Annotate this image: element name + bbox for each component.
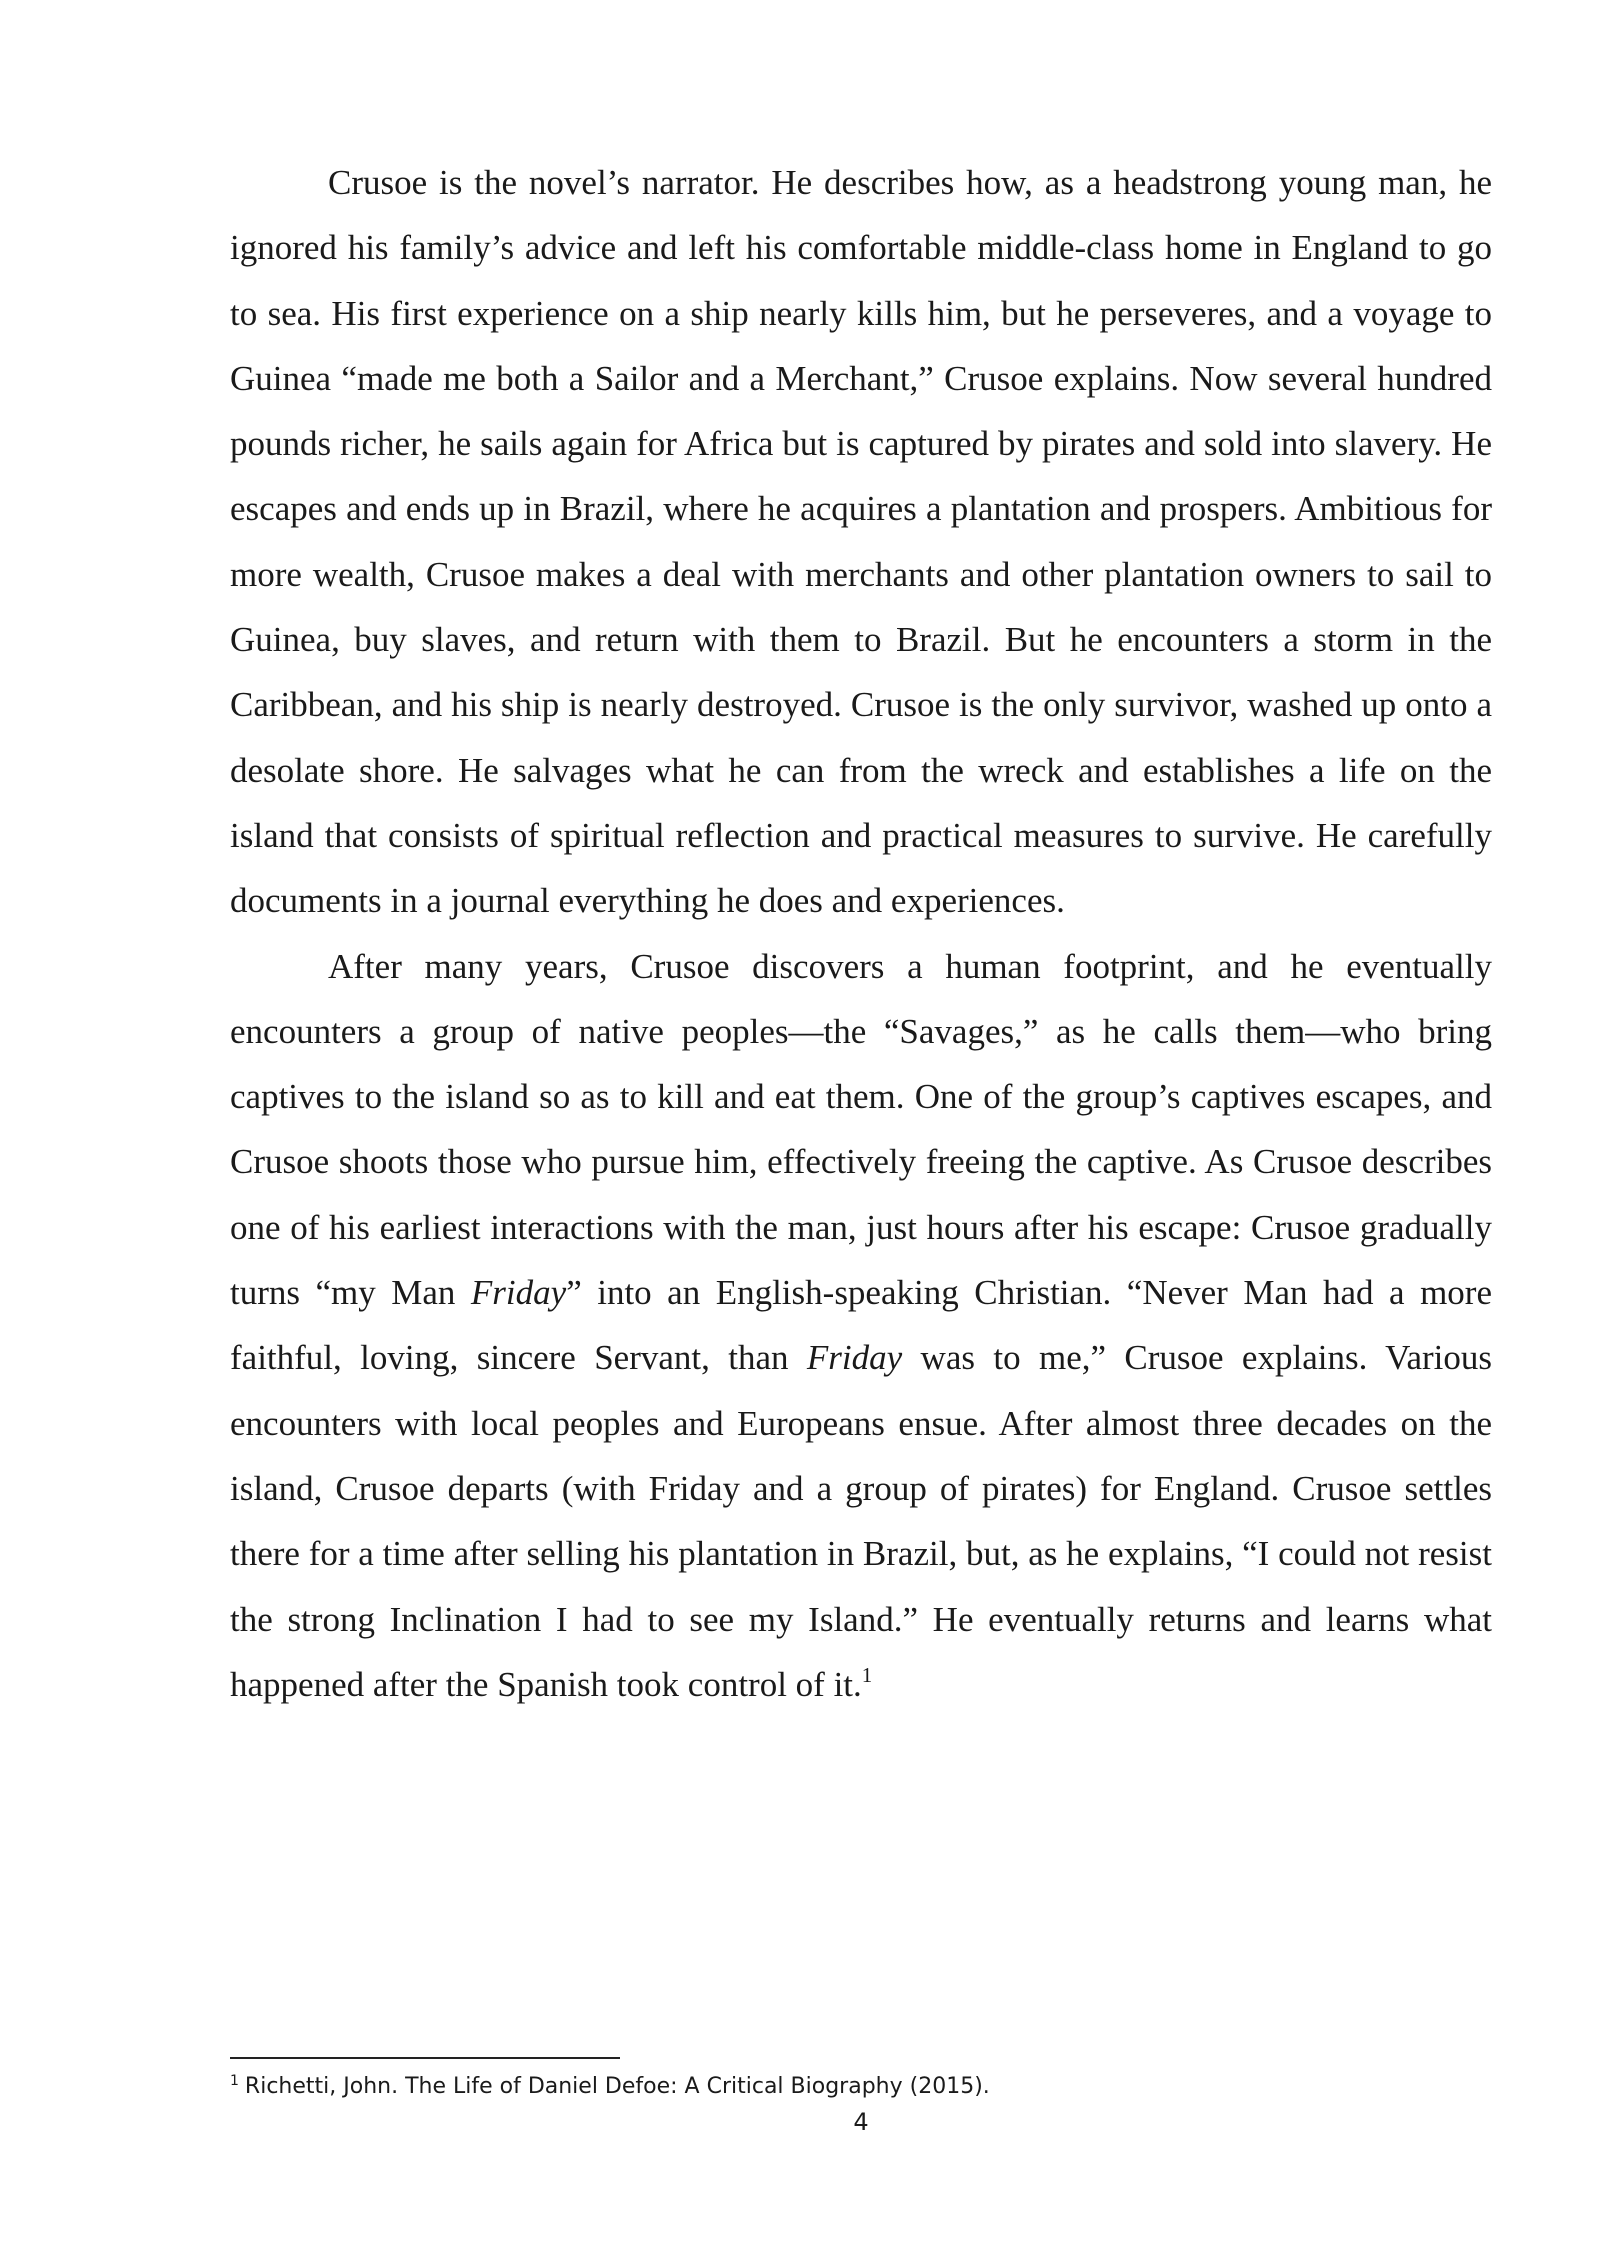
paragraph-1: Crusoe is the novel’s narrator. He describes how, as a headstrong young man, he ignored his family’s advice and left his comfortable middle-class home in England to go to sea. His first experience on a ship nearly kills him, but he perseveres, and a voyage to Guinea “made me both a Sailor and a Merchant,” Crusoe explains. Now several hundred pounds richer, he sails again for Africa but is captured by pirates and sold into slavery. He escapes and ends up in Brazil, where he acquires a plantation and prospers. Ambitious for more wealth, Crusoe makes a deal with merchants and other plantation owners to sail to Guinea, buy slaves, and return with them to Brazil. But he encounters a storm in the Caribbean, and his ship is nearly destroyed. Crusoe is the only survivor, washed up onto a desolate shore. He salvages what he can from the wreck and establishes a life on the island that consists of spiritual reflection and practical measures to survive. He carefully documents in a journal everything he does and experiences. <box>230 163 1492 921</box>
page-number: 4 <box>853 2108 869 2136</box>
paragraph-2 <box>230 934 1492 1718</box>
italic-friday-2: Friday <box>806 1338 903 1378</box>
footnote-reference[interactable]: 1 <box>861 1662 873 1687</box>
footnote-separator <box>230 2057 620 2059</box>
paragraph-2-text-a: After many years, Crusoe discovers a human footprint, and he eventually encounters a group of native peoples—the “Savages,” as he calls them—who bring captives to the island so as to kill and eat them. One of the group’s captives escapes, and Crusoe shoots those who pursue him, effectively freeing the captive. As Crusoe describes one of his earliest interactions with the man, just hours after his escape: Crusoe gradually turns “my Man <box>230 946 1492 1313</box>
italic-friday-1: Friday <box>470 1273 567 1313</box>
paragraph-2-text-b: ” into an English-speaking Christian. “Never Man had a more faithful, loving, sincere Servant, than <box>230 1273 1492 1378</box>
footnote <box>230 2072 1492 2102</box>
body-text <box>230 150 1492 1717</box>
footnote-mark: 1 <box>230 2073 239 2089</box>
footnote-text: Richetti, John. The Life of Daniel Defoe: A Critical Biography (2015). <box>244 2074 990 2099</box>
paragraph-2-text-c: was to me,” Crusoe explains. Various encounters with local peoples and Europeans ensue. After almost three decades on the island, Crusoe departs (with Friday and a group of pirates) for England. Crusoe settles there for a time after selling his plantation in Brazil, but, as he explains, “I could not resist the strong Inclination I had to see my Island.” He eventually returns and learns what happened after the Spanish took control of it. <box>230 1338 1492 1704</box>
